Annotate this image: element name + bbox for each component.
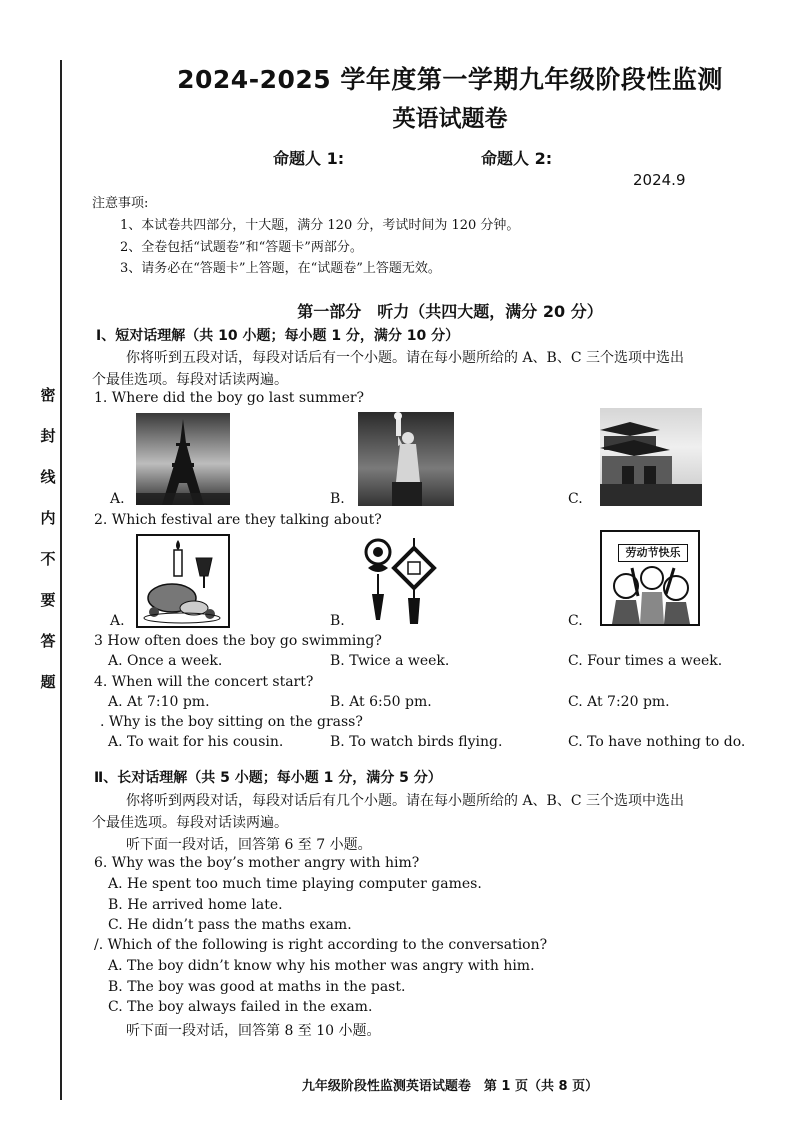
binding-char: 内 [40,509,56,527]
option-label: B. [330,613,345,629]
binding-char: 封 [40,427,56,445]
question-3: 3 How often does the boy go swimming? [94,633,382,649]
labour-day-image [600,530,700,626]
exam-subtitle: 英语试题卷 [392,106,508,132]
forbidden-city-image [600,408,702,506]
festival-banner-text: 劳动节快乐 [618,544,688,562]
part-1-title: 第一部分 听力（共四大题，满分 20 分） [297,302,603,321]
binding-char: 答 [40,632,56,650]
note-item: 2、全卷包括“试题卷”和“答题卡”两部分。 [120,240,363,255]
section-2-title: Ⅱ、长对话理解（共 5 小题；每小题 1 分，满分 5 分） [94,770,442,786]
option-c: C. He didn’t pass the maths exam. [108,917,352,933]
exam-title: 2024-2025 学年度第一学期九年级阶段性监测 [177,65,723,94]
option-b: B. Twice a week. [330,653,450,669]
binding-char: 要 [40,591,56,609]
section-1-instruction: 你将听到五段对话，每段对话后有一个小题。请在每小题所给的 A、B、C 三个选项中选出 [126,350,685,366]
question-2: 2. Which festival are they talking about? [94,512,382,528]
listen-direction: 听下面一段对话，回答第 8 至 10 小题。 [126,1023,381,1039]
option-c: C. Four times a week. [568,653,723,669]
note-item: 3、请务必在“答题卡”上答题，在“试题卷”上答题无效。 [120,261,441,276]
page-footer: 九年级阶段性监测英语试题卷 第 1 页（共 8 页） [301,1079,599,1094]
option-label: C. [568,613,583,629]
festive-dinner-image [136,534,230,628]
option-a: A. He spent too much time playing computer games. [108,876,482,892]
option-b: B. At 6:50 pm. [330,694,432,710]
question-6: 6. Why was the boy’s mother angry with him? [94,855,420,871]
question-7: /. Which of the following is right according to the conversation? [94,937,548,953]
option-label: B. [330,491,345,507]
option-a: A. Once a week. [108,653,223,669]
author-1-label: 命题人 1: [273,149,345,168]
option-label: A. [110,491,125,507]
binding-char: 线 [40,468,56,486]
question-5: . Why is the boy sitting on the grass? [100,714,363,730]
exam-date: 2024.9 [633,171,686,189]
binding-char: 题 [40,673,56,691]
option-a: A. To wait for his cousin. [108,734,284,750]
option-label: C. [568,491,583,507]
binding-char: 密 [40,386,56,404]
question-4: 4. When will the concert start? [94,674,314,690]
statue-of-liberty-image [358,412,454,506]
option-b: B. The boy was good at maths in the past. [108,979,406,995]
binding-line [60,60,62,1100]
question-1: 1. Where did the boy go last summer? [94,390,365,406]
eiffel-tower-image [136,413,230,505]
binding-char: 不 [40,550,56,568]
option-label: A. [110,613,125,629]
option-c: C. At 7:20 pm. [568,694,670,710]
option-c: C. To have nothing to do. [568,734,746,750]
chinese-knot-image [358,534,448,626]
section-1-instruction: 个最佳选项。每段对话读两遍。 [92,372,288,388]
option-b: B. To watch birds flying. [330,734,503,750]
note-item: 1、本试卷共四部分，十大题，满分 120 分，考试时间为 120 分钟。 [120,218,520,233]
section-1-title: Ⅰ、短对话理解（共 10 小题；每小题 1 分，满分 10 分） [96,328,460,344]
option-a: A. At 7:10 pm. [108,694,210,710]
option-a: A. The boy didn’t know why his mother was angry with him. [108,958,535,974]
listen-direction: 听下面一段对话，回答第 6 至 7 小题。 [126,837,372,853]
option-b: B. He arrived home late. [108,897,283,913]
option-c: C. The boy always failed in the exam. [108,999,373,1015]
notes-title: 注意事项: [92,196,149,211]
section-2-instruction: 个最佳选项。每段对话读两遍。 [92,815,288,831]
author-2-label: 命题人 2: [481,149,553,168]
section-2-instruction: 你将听到两段对话，每段对话后有几个小题。请在每小题所给的 A、B、C 三个选项中选出 [126,793,685,809]
